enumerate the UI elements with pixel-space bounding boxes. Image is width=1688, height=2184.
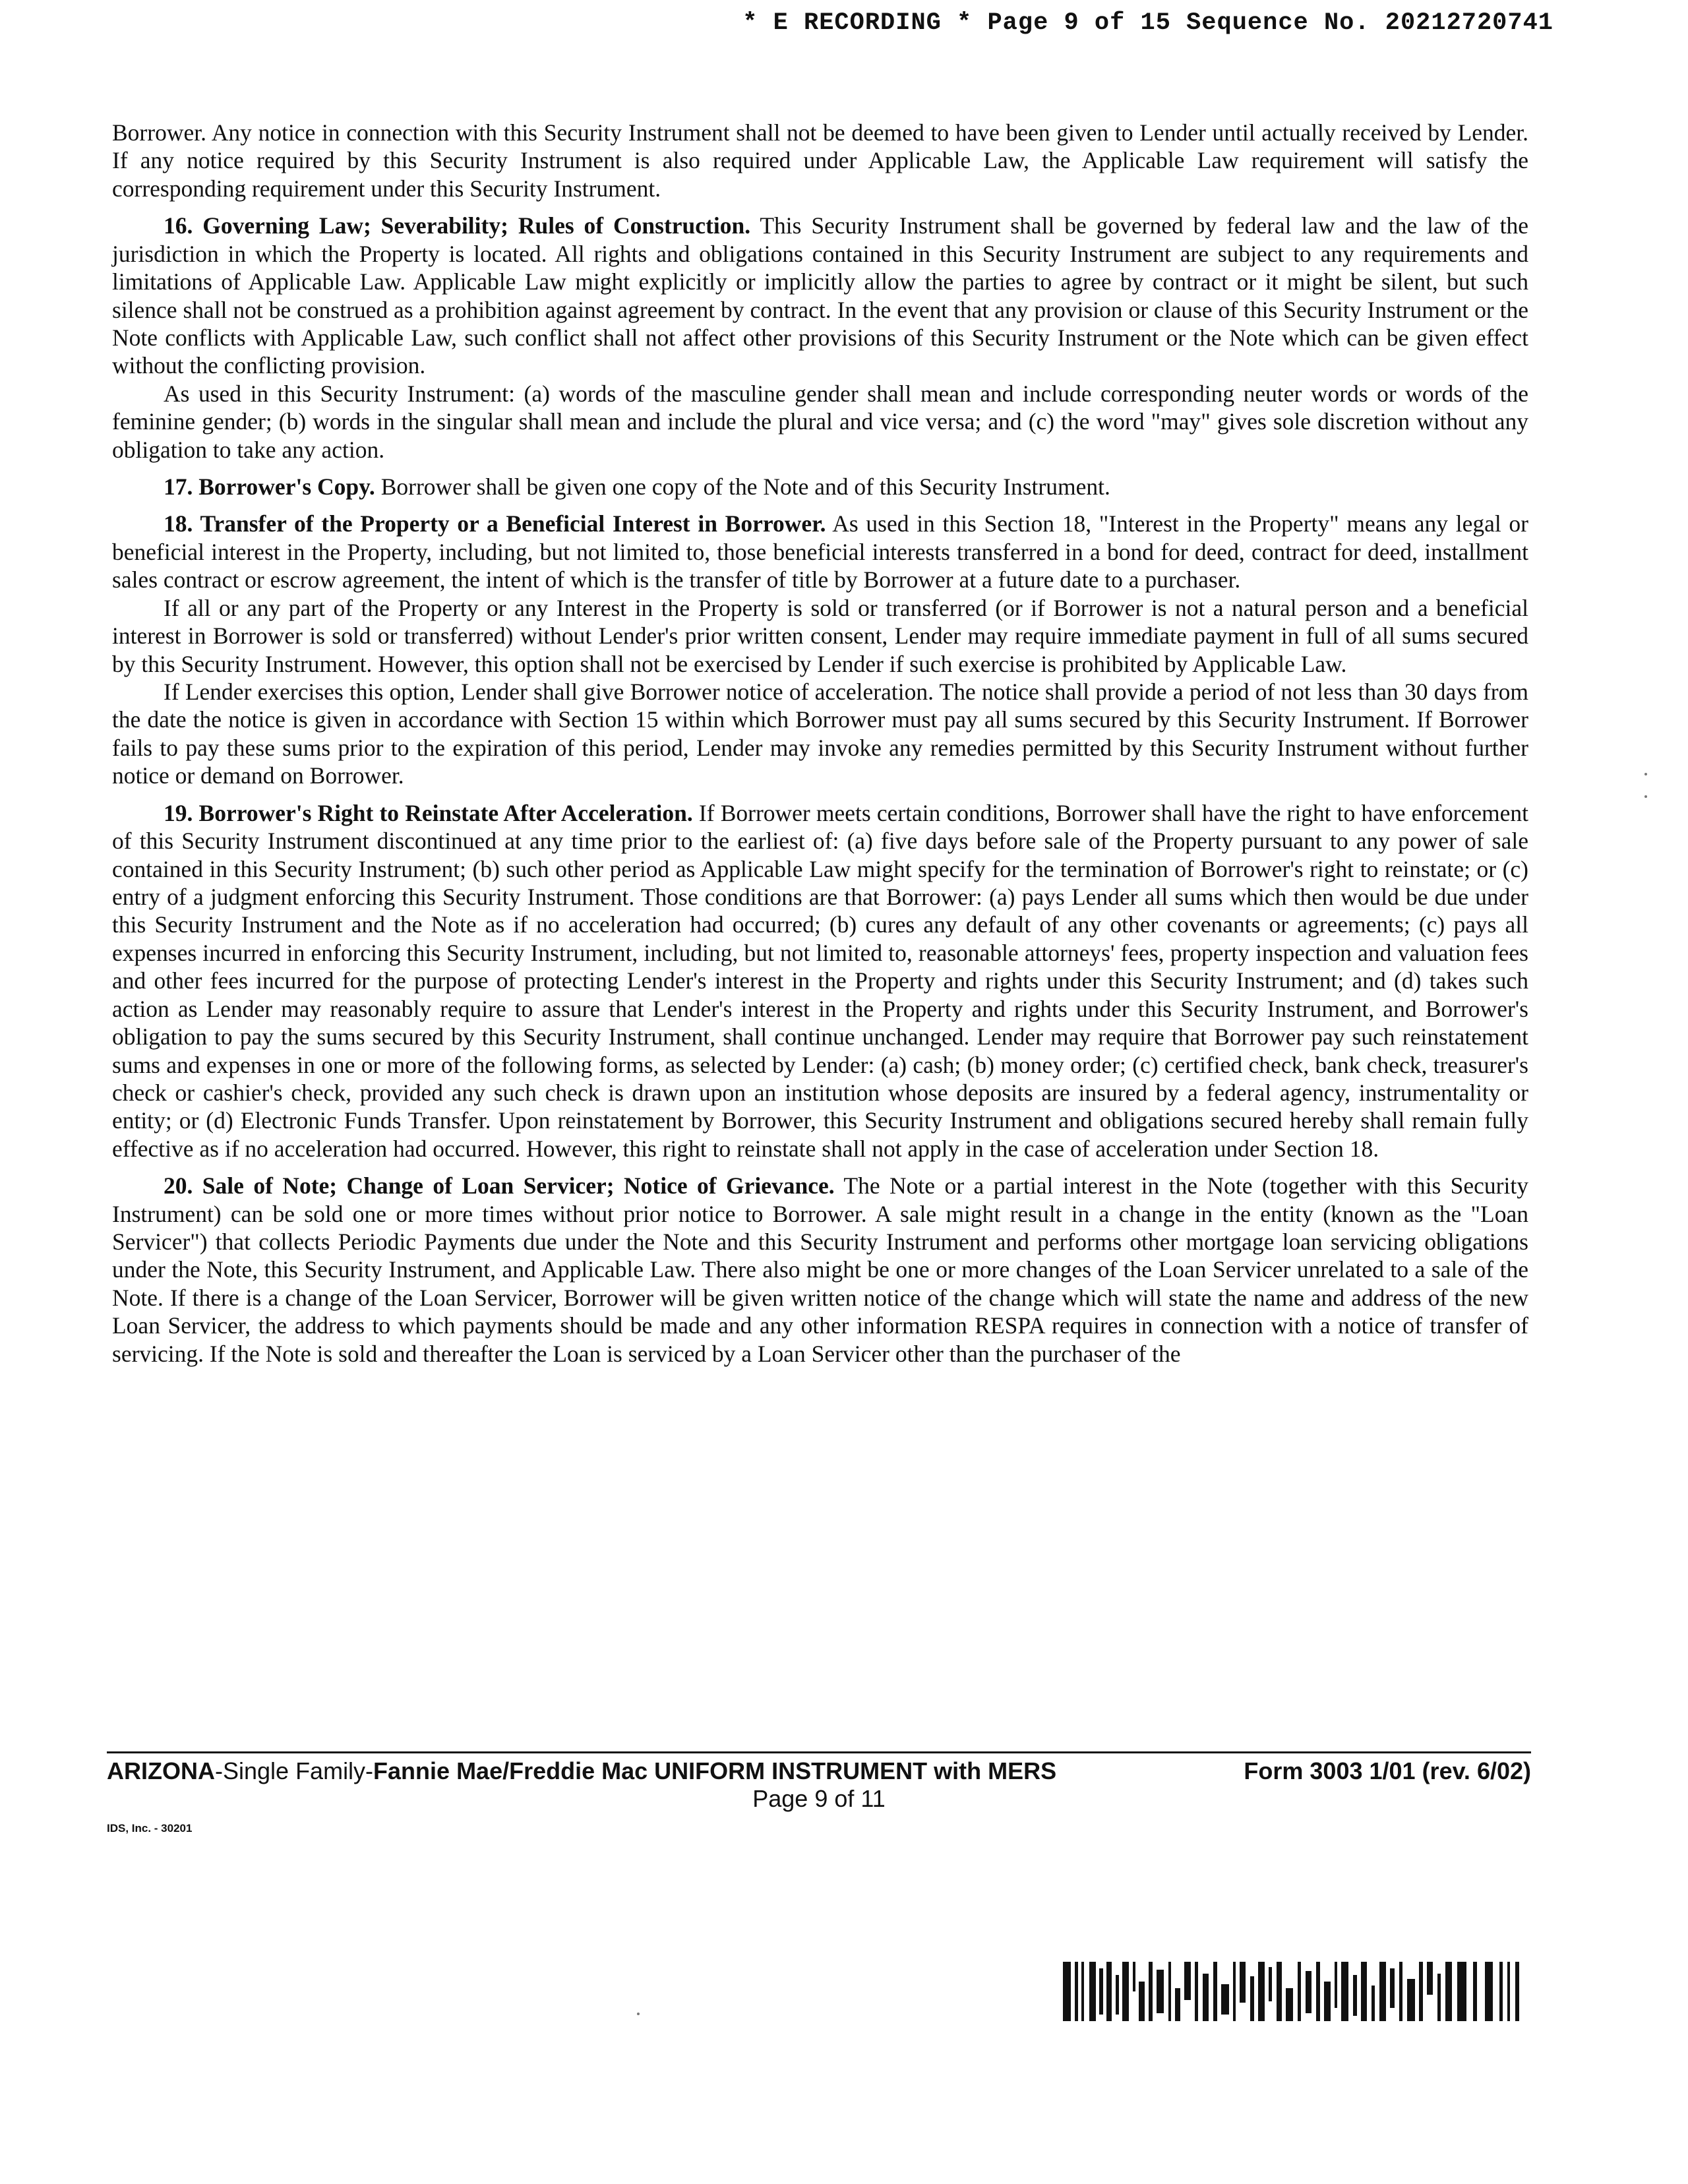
paragraph-text: As used in this Section 18, "Interest in the Property" means any legal or beneficial interest in the Property, including, but not limited to, those beneficial interests transferred in a bond for deed, contract for deed, installment sales contract or escrow agreement, the intent of which is the transfer of title by Borrower at a future date to a purchaser.	[112, 510, 1528, 593]
scan-speck	[1644, 795, 1647, 798]
section-18-transfer-paragraph	[112, 594, 1528, 678]
paragraph-text: If Lender exercises this option, Lender shall give Borrower notice of acceleration. The notice shall provide a period of not less than 30 days from the date the notice is given in accordance with Section 15 within which Borrower must pay all sums secured by this Security Instrument. If Borrower fails to pay these sums prior to the expiration of this period, Lender may invoke any remedies permitted by this Security Instrument without further notice or demand on Borrower.	[112, 679, 1528, 789]
section-19-paragraph	[112, 799, 1528, 1163]
section-16-rules-paragraph	[112, 380, 1528, 464]
scan-speck	[1644, 773, 1647, 775]
footer-form-part: -Single Family-	[215, 1757, 374, 1784]
footer-state: ARIZONA	[107, 1757, 215, 1784]
paragraph-text: Borrower shall be given one copy of the Note and of this Security Instrument.	[375, 473, 1110, 501]
paragraph-text: If Borrower meets certain conditions, Borrower shall have the right to have enforcement of this Security Instrument discontinued at any time prior to the earliest of: (a) five days before sale of the Property pursuant to any power of sale contained in this Security Instrument; (b) such other period as Applicable Law might specify for the termination of Borrower's right to reinstate; or (c) entry of a judgment enforcing this Security Instrument. Those conditions are that Borrower: (a) pays Lender all sums which then would be due under this Security Instrument and the Note as if no acceleration had occurred; (b) cures any default of any other covenants or agreements; (c) pays all expenses incurred in enforcing this Security Instrument, including, but not limited to, reasonable attorneys' fees, property inspection and valuation fees and other fees incurred for the purpose of protecting Lender's interest in the Property and rights under this Security Instrument; and (d) takes such action as Lender may reasonably require to assure that Lender's interest in the Property and rights under this Security Instrument, and Borrower's obligation to pay the sums secured by this Security Instrument, shall continue unchanged. Lender may require that Borrower pay such reinstatement sums and expenses in one or more of the following forms, as selected by Lender: (a) cash; (b) money order; (c) certified check, bank check, treasurer's check or cashier's check, provided any such check is drawn upon an institution whose deposits are insured by a federal agency, instrumentality or entity; or (d) Electronic Funds Transfer. Upon reinstatement by Borrower, this Security Instrument and obligations secured hereby shall remain fully effective as if no acceleration had occurred. However, this right to reinstate shall not apply in the case of acceleration under Section 18.	[112, 799, 1528, 1162]
section-20-paragraph	[112, 1172, 1528, 1368]
section-17-paragraph	[112, 473, 1528, 501]
barcode-image	[1063, 1962, 1524, 2021]
footer-form-title	[107, 1757, 1056, 1785]
footer-form-instrument: Fannie Mae/Freddie Mac UNIFORM INSTRUMENT with MERS	[373, 1757, 1057, 1784]
section-17-heading: 17. Borrower's Copy.	[164, 473, 375, 501]
section-18-acceleration-paragraph	[112, 678, 1528, 790]
section-18-heading: 18. Transfer of the Property or a Beneficial Interest in Borrower.	[164, 510, 826, 537]
document-body	[112, 119, 1528, 1368]
section-16-paragraph	[112, 212, 1528, 380]
section-18-paragraph	[112, 510, 1528, 593]
recording-stamp: * E RECORDING * Page 9 of 15 Sequence No. 20212720741	[742, 9, 1553, 37]
paragraph-continuation	[112, 119, 1528, 202]
section-19-heading: 19. Borrower's Right to Reinstate After Acceleration.	[164, 799, 693, 826]
form-footer	[107, 1751, 1531, 1813]
section-20-heading: 20. Sale of Note; Change of Loan Servicer; Notice of Grievance.	[164, 1172, 835, 1199]
paragraph-text: If all or any part of the Property or any Interest in the Property is sold or transferred (or if Borrower is not a natural person and a beneficial interest in Borrower is sold or transferred) without Lender's prior written consent, Lender may require immediate payment in full of all sums secured by this Security Instrument. However, this option shall not be exercised by Lender if such exercise is prohibited by Applicable Law.	[112, 594, 1528, 677]
paragraph-text: As used in this Security Instrument: (a) words of the masculine gender shall mean and include corresponding neuter words or words of the feminine gender; (b) words in the singular shall mean and include the plural and vice versa; and (c) the word "may" gives sole discretion without any obligation to take any action.	[112, 380, 1528, 463]
section-16-heading: 16. Governing Law; Severability; Rules of Construction.	[164, 212, 751, 239]
vendor-code: IDS, Inc. - 30201	[107, 1822, 193, 1835]
footer-form-line	[107, 1757, 1531, 1785]
paragraph-text: Borrower. Any notice in connection with this Security Instrument shall not be deemed to have been given to Lender until actually received by Lender. If any notice required by this Security Instrument is also required under Applicable Law, the Applicable Law requirement will satisfy the corresponding requirement under this Security Instrument.	[112, 119, 1528, 202]
paragraph-text: This Security Instrument shall be governed by federal law and the law of the jurisdiction in which the Property is located. All rights and obligations contained in this Security Instrument are subject to any requirements and limitations of Applicable Law. Applicable Law might explicitly or implicitly allow the parties to agree by contract or it might be silent, but such silence shall not be construed as a prohibition against agreement by contract. In the event that any provision or clause of this Security Instrument or the Note conflicts with Applicable Law, such conflict shall not affect other provisions of this Security Instrument or the Note which can be given effect without the conflicting provision.	[112, 212, 1528, 379]
scan-speck	[637, 2013, 640, 2015]
footer-page-number: Page 9 of 11	[752, 1785, 886, 1812]
footer-form-number: Form 3003 1/01 (rev. 6/02)	[1244, 1757, 1531, 1784]
paragraph-text: The Note or a partial interest in the Note (together with this Security Instrument) can be sold one or more times without prior notice to Borrower. A sale might result in a change in the entity (known as the "Loan Servicer") that collects Periodic Payments due under the Note and this Security Instrument and performs other mortgage loan servicing obligations under the Note, this Security Instrument, and Applicable Law. There also might be one or more changes of the Loan Servicer unrelated to a sale of the Note. If there is a change of the Loan Servicer, Borrower will be given written notice of the change which will state the name and address of the new Loan Servicer, the address to which payments should be made and any other information RESPA requires in connection with a notice of transfer of servicing. If the Note is sold and thereafter the Loan is serviced by a Loan Servicer other than the purchaser of the	[112, 1172, 1528, 1367]
